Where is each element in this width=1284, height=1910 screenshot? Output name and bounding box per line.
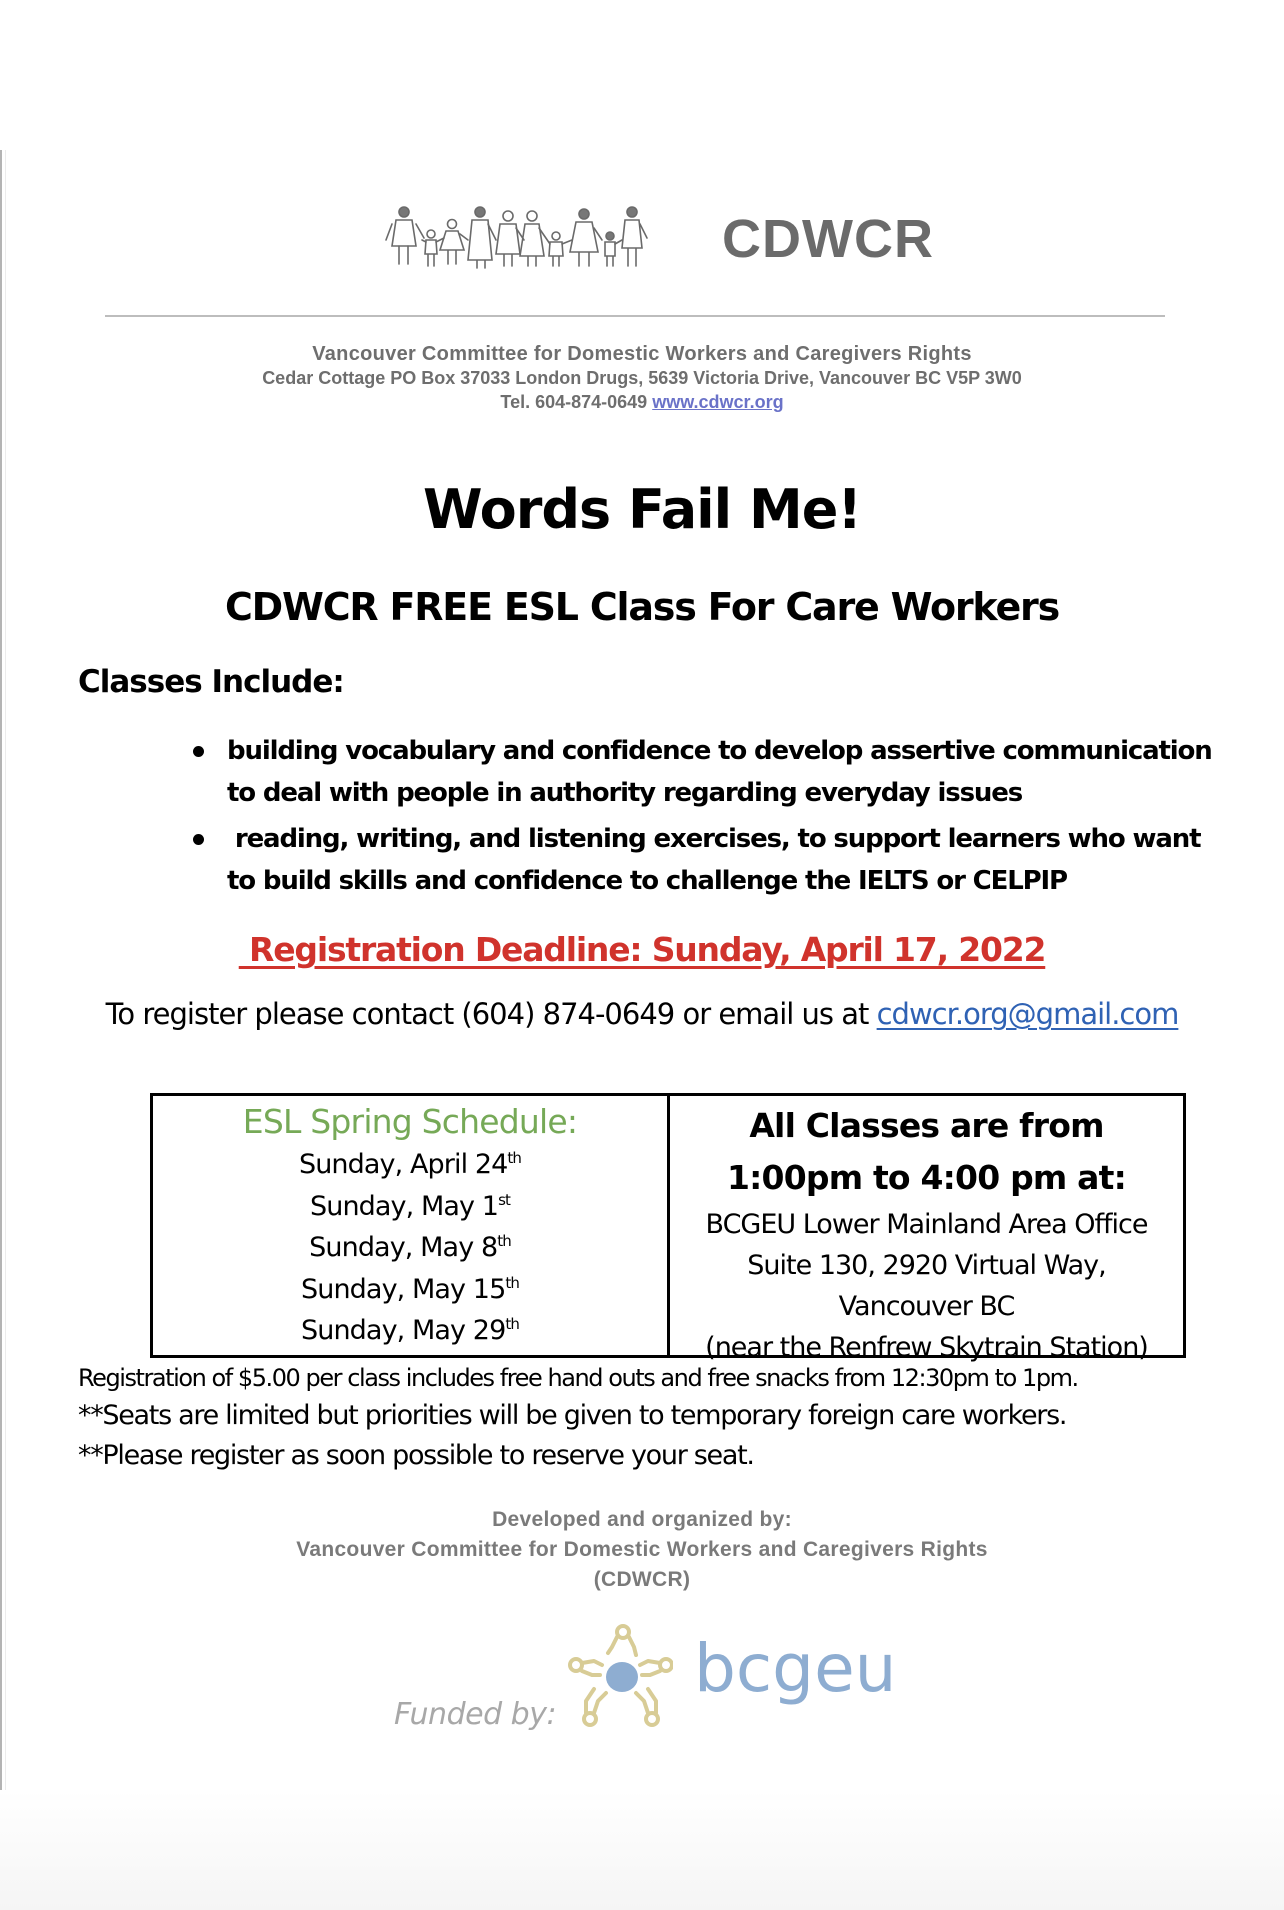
schedule-date: Sunday, May 8th bbox=[309, 1232, 511, 1263]
schedule-table bbox=[150, 1093, 1186, 1363]
class-time-heading: All Classes are from bbox=[749, 1106, 1104, 1145]
fee-note: Registration of $5.00 per class includes free hand outs and free snacks from 12:30pm to 1pm. bbox=[78, 1364, 1078, 1392]
register-text: To register please contact (604) 874-0649 or email us at bbox=[105, 997, 877, 1031]
schedule-date: Sunday, April 24th bbox=[298, 1149, 522, 1180]
classes-list bbox=[190, 730, 1250, 906]
website-link[interactable]: www.cdwcr.org bbox=[652, 392, 784, 412]
organizer-credit bbox=[0, 1505, 1284, 1595]
location-line: BCGEU Lower Mainland Area Office bbox=[705, 1209, 1148, 1240]
location-line: (near the Renfrew Skytrain Station) bbox=[705, 1332, 1148, 1363]
funded-by-label: Funded by: bbox=[394, 1697, 557, 1732]
classes-heading: Classes Include: bbox=[78, 664, 344, 700]
schedule-date: Sunday, May 15th bbox=[301, 1273, 519, 1305]
org-contact bbox=[0, 390, 1284, 414]
org-info bbox=[0, 342, 1284, 414]
list-item-line: building vocabulary and confidence to develop assertive communication bbox=[227, 736, 1212, 766]
schedule-date: Sunday, May 1st bbox=[310, 1190, 510, 1222]
org-address: Cedar Cottage PO Box 37033 London Drugs, 5639 Victoria Drive, Vancouver BC V5P 3W0 bbox=[262, 368, 1022, 388]
reserve-note: **Please register as soon possible to reserve your seat. bbox=[78, 1440, 754, 1471]
location-line: Vancouver BC bbox=[838, 1291, 1015, 1322]
funder-name: bcgeu bbox=[694, 1630, 897, 1707]
list-item bbox=[190, 818, 1250, 902]
list-item-line: to build skills and confidence to challenge the IELTS or CELPIP bbox=[227, 866, 1067, 896]
page-background-fade bbox=[0, 1790, 1284, 1910]
developed-by-label: Developed and organized by: bbox=[492, 1508, 792, 1531]
bullet-icon bbox=[193, 834, 204, 845]
register-instructions bbox=[0, 997, 1284, 1031]
schedule-heading: ESL Spring Schedule: bbox=[242, 1102, 578, 1141]
notes bbox=[78, 1360, 1218, 1476]
list-item-line: reading, writing, and listening exercises, to support learners who want bbox=[227, 824, 1201, 854]
page-title: Words Fail Me! bbox=[423, 478, 861, 541]
page-subtitle: CDWCR FREE ESL Class For Care Workers bbox=[224, 585, 1060, 629]
bullet-icon bbox=[193, 746, 204, 757]
class-time-range: 1:00pm to 4:00 pm at: bbox=[726, 1158, 1127, 1197]
list-item-line: to deal with people in authority regarding everyday issues bbox=[227, 778, 1023, 808]
schedule-date: Sunday, May 29th bbox=[301, 1315, 519, 1346]
organizer-abbr: (CDWCR) bbox=[593, 1568, 691, 1591]
location-line: Suite 130, 2920 Virtual Way, bbox=[747, 1250, 1106, 1281]
org-name: Vancouver Committee for Domestic Workers and Caregivers Rights bbox=[312, 343, 972, 365]
list-item bbox=[190, 730, 1250, 814]
registration-deadline: Registration Deadline: Sunday, April 17, 2022 bbox=[238, 930, 1046, 969]
email-link[interactable]: cdwcr.org@gmail.com bbox=[876, 997, 1179, 1031]
brand-title: CDWCR bbox=[722, 209, 934, 269]
seats-note: **Seats are limited but priorities will be given to temporary foreign care workers. bbox=[78, 1400, 1067, 1431]
org-phone: Tel. 604-874-0649 bbox=[500, 392, 648, 412]
bcgeu-star-logo-icon bbox=[568, 1623, 673, 1728]
location-column bbox=[670, 1096, 1183, 1363]
schedule-column bbox=[153, 1096, 670, 1355]
organizer-name: Vancouver Committee for Domestic Workers and Caregivers Rights bbox=[296, 1538, 988, 1561]
people-holding-hands-icon bbox=[384, 204, 649, 274]
header-divider bbox=[105, 315, 1165, 317]
